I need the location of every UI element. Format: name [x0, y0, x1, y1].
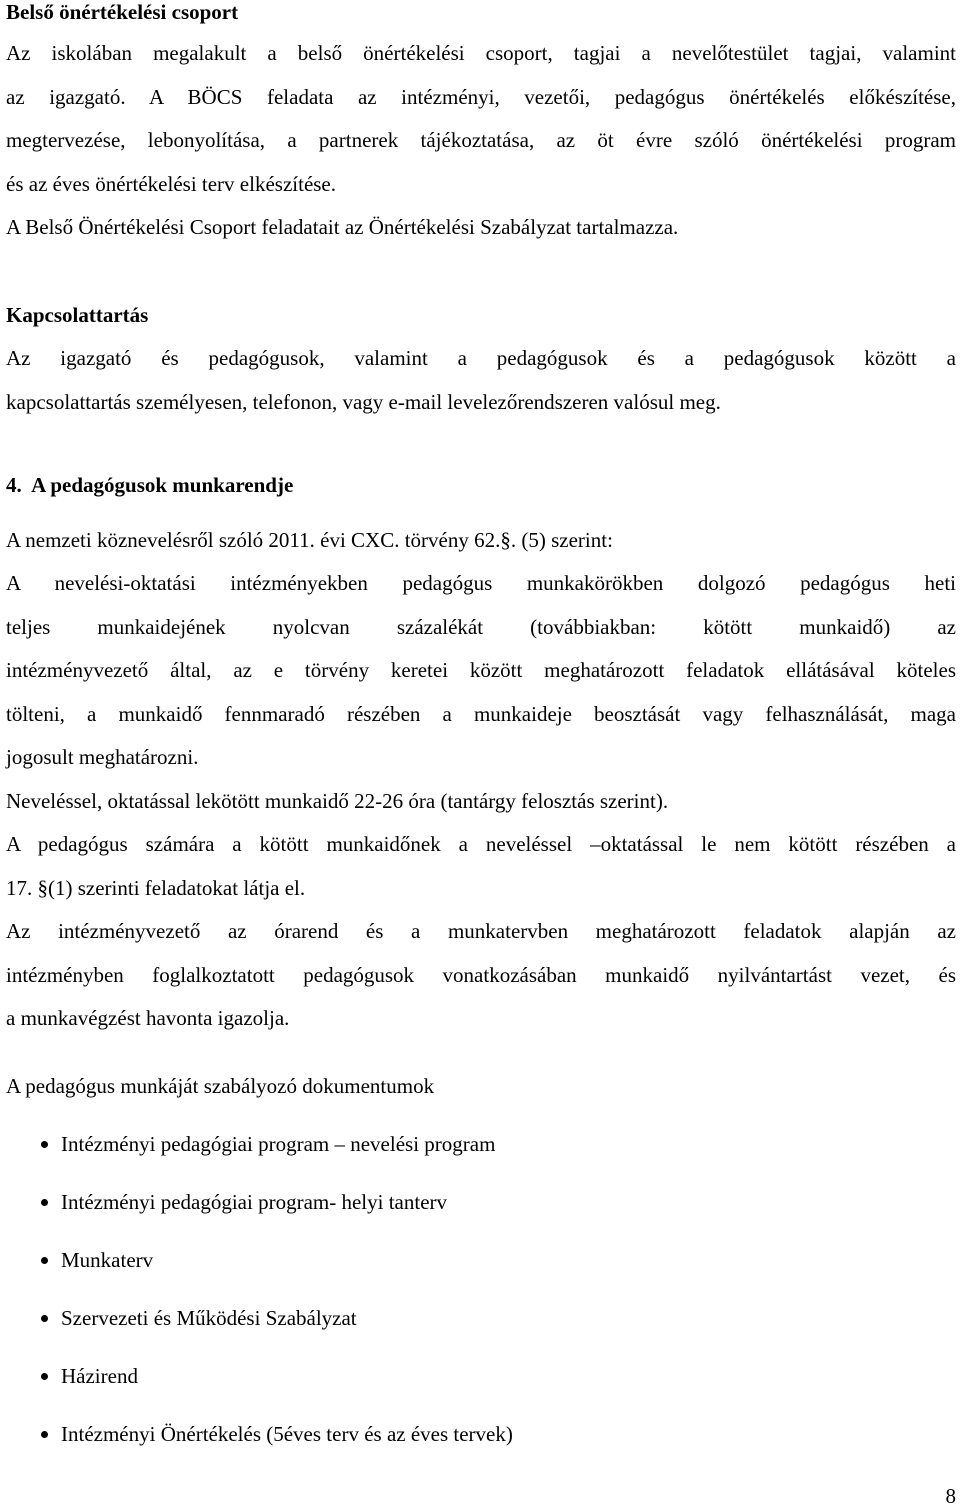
text-line: és az éves önértékelési terv elkészítése. — [6, 171, 337, 196]
contact-paragraph — [6, 337, 956, 424]
text-line: megtervezése, lebonyolítása, a partnerek tájékoztatása, az öt évre szóló önértékelési program — [6, 128, 956, 152]
bullet-icon — [41, 1315, 48, 1322]
list-item-label: Intézményi pedagógiai program – nevelési program — [61, 1132, 496, 1156]
list-item — [6, 1304, 960, 1333]
list-item — [6, 1246, 960, 1275]
bullet-icon — [41, 1141, 48, 1148]
text-line: 17. §(1) szerinti feladatokat látja el. — [6, 875, 306, 900]
list-item-label: Szervezeti és Működési Szabályzat — [61, 1306, 357, 1330]
schedule-paragraph-1 — [6, 562, 956, 780]
page-number: 8 — [945, 1484, 956, 1508]
list-item-label: Intézményi Önértékelés (5éves terv és az éves tervek) — [61, 1422, 513, 1446]
schedule-paragraph-2: Neveléssel, oktatással lekötött munkaidő 22-26 óra (tantárgy felosztás szerint). — [6, 789, 669, 813]
bocs-heading: Belső önértékelési csoport — [6, 0, 239, 24]
text-line: A pedagógus számára a kötött munkaidőnek a neveléssel –oktatással le nem kötött részében a — [6, 832, 956, 856]
schedule-heading: 4. A pedagógusok munkarendje — [6, 473, 294, 497]
list-item-label: Intézményi pedagógiai program- helyi tanterv — [61, 1190, 448, 1214]
bullet-icon — [41, 1373, 48, 1380]
text-line: A nevelési-oktatási intézményekben pedagógus munkakörökben dolgozó pedagógus heti — [6, 571, 956, 595]
text-line: jogosult meghatározni. — [6, 745, 199, 769]
text-line: intézményben foglalkoztatott pedagógusok vonatkozásában munkaidő nyilvántartást vezet, és — [6, 962, 956, 987]
bullet-icon — [41, 1199, 48, 1206]
list-item — [6, 1188, 960, 1217]
text-line: kapcsolattartás személyesen, telefonon, vagy e-mail levelezőrendszeren valósul meg. — [6, 389, 721, 414]
bocs-paragraph — [6, 32, 956, 206]
schedule-paragraph-3 — [6, 823, 956, 910]
list-item — [6, 1362, 960, 1391]
law-reference: A nemzeti köznevelésről szóló 2011. évi CXC. törvény 62.§. (5) szerint: — [6, 528, 613, 552]
contact-heading: Kapcsolattartás — [6, 303, 149, 327]
text-line: az igazgató. A BÖCS feladata az intézményi, vezetői, pedagógus önértékelés előkészítése, — [6, 84, 956, 109]
text-line: Az iskolában megalakult a belső önértékelési csoport, tagjai a nevelőtestület tagjai, valamint — [6, 41, 956, 65]
text-line: teljes munkaidejének nyolcvan százalékát (továbbiakban: kötött munkaidő) az — [6, 614, 956, 639]
schedule-paragraph-4 — [6, 910, 956, 1041]
bocs-rules-paragraph: A Belső Önértékelési Csoport feladatait az Önértékelési Szabályzat tartalmazza. — [6, 215, 679, 239]
text-line: a munkavégzést havonta igazolja. — [6, 1006, 290, 1030]
text-line: Az intézményvezető az órarend és a munkatervben meghatározott feladatok alapján az — [6, 919, 956, 943]
bullet-icon — [41, 1431, 48, 1438]
text-line: tölteni, a munkaidő fennmaradó részében a munkaideje beosztását vagy felhasználását, maga — [6, 701, 956, 726]
bullet-icon — [41, 1257, 48, 1264]
text-line: Az igazgató és pedagógusok, valamint a pedagógusok és a pedagógusok között a — [6, 346, 956, 370]
list-item-label: Házirend — [61, 1364, 138, 1388]
text-line: intézményvezető által, az e törvény keretei között meghatározott feladatok ellátásával köteles — [6, 658, 956, 682]
list-item — [6, 1420, 960, 1449]
list-item — [6, 1130, 960, 1159]
list-item-label: Munkaterv — [61, 1248, 154, 1272]
documents-intro: A pedagógus munkáját szabályozó dokumentumok — [6, 1074, 435, 1098]
